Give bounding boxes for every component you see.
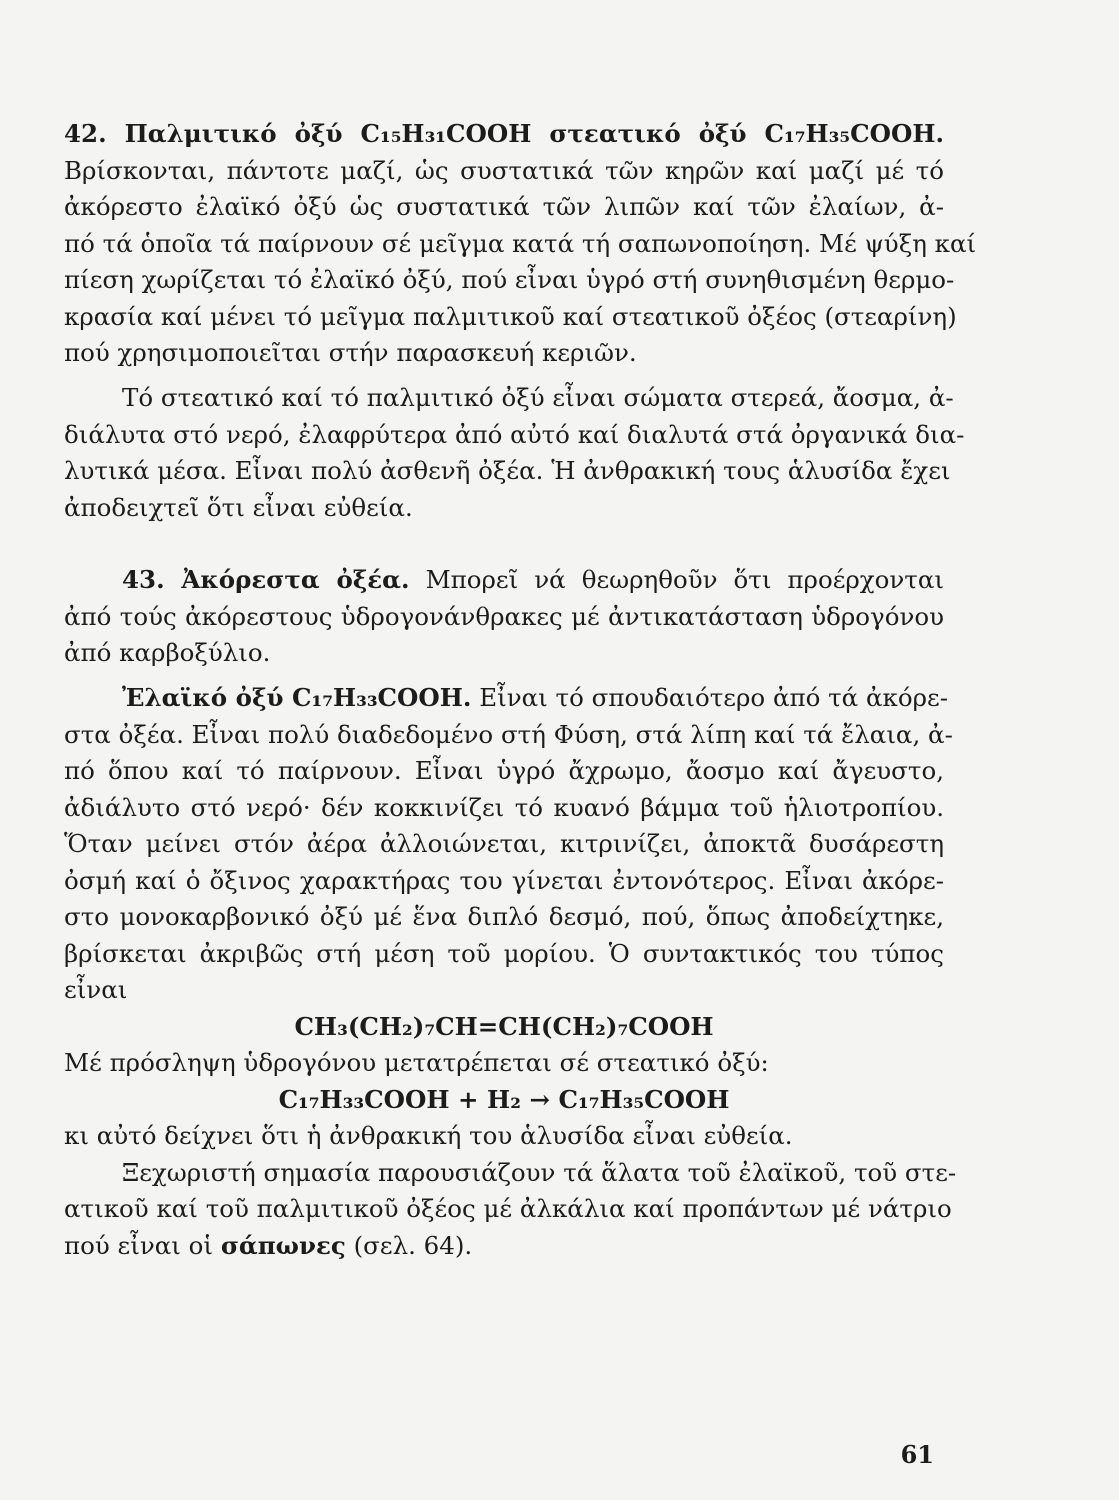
text-line: Μέ πρόσληψη ὑδρογόνου μετατρέπεται σέ στεατικό ὀξύ: bbox=[64, 1048, 769, 1077]
text-line: στο μονοκαρβονικό ὀξύ μέ ἕνα διπλό δεσμό, πού, ὅπως ἀποδείχτηκε, bbox=[64, 902, 944, 931]
soaps-term: σάπωνες bbox=[220, 1230, 346, 1260]
hydrogenation-equation: C₁₇H₃₃COOH + H₂ → C₁₇H₃₅COOH bbox=[278, 1084, 730, 1114]
text-line: ατικοῦ καί τοῦ παλμιτικοῦ ὀξέος μέ ἀλκάλια καί προπάντων μέ νάτριο bbox=[64, 1194, 952, 1223]
text-fragment: Μπορεῖ νά θεωρηθοῦν ὅτι προέρχονται bbox=[425, 565, 944, 594]
text-line: ἀποδειχτεῖ ὅτι εἶναι εὐθεία. bbox=[64, 492, 413, 522]
text-line: πού χρησιμοποιεῖται στήν παρασκευή κεριῶν. bbox=[64, 338, 637, 367]
salts-last-line bbox=[64, 1228, 944, 1265]
text-line: Βρίσκονται, πάντοτε μαζί, ὡς συστατικά τῶν κηρῶν καί μαζί μέ τό bbox=[64, 155, 944, 185]
oleic-acid-paragraph bbox=[64, 680, 957, 1264]
oleic-first-line bbox=[64, 680, 948, 717]
text-line: Ξεχωριστή σημασία παρουσιάζουν τά ἅλατα τοῦ ἐλαϊκοῦ, τοῦ στε- bbox=[122, 1157, 957, 1187]
text-line: βρίσκεται ἀκριβῶς στή μέση τοῦ μορίου. Ὁ συντακτικός του τύπος bbox=[64, 938, 944, 968]
text-line: εἶναι bbox=[64, 975, 128, 1004]
text-line: διάλυτα στό νερό, ἐλαφρύτερα ἀπό αὐτό καί διαλυτά στά ὀργανικά δια- bbox=[64, 419, 965, 449]
page-number: 61 bbox=[900, 1440, 934, 1469]
section-42-heading: 42. Παλμιτικό ὀξύ C₁₅H₃₁COOH στεατικό ὀξύ C₁₇H₃₅COOH. bbox=[64, 119, 944, 148]
oleic-acid-title: Ἐλαϊκό ὀξύ C₁₇H₃₃COOH. bbox=[122, 683, 472, 712]
text-fragment: πού εἶναι οἱ bbox=[64, 1230, 221, 1260]
text-line: πό ὅπου καί τό παίρνουν. Εἶναι ὑγρό ἄχρωμο, ἄοσμο καί ἄγευστο, bbox=[64, 756, 944, 785]
text-line: Ὅταν μείνει στόν ἀέρα ἀλλοιώνεται, κιτρινίζει, ἀποκτᾶ δυσάρεστη bbox=[64, 829, 944, 858]
text-fragment: Εἶναι τό σπουδαιότερο ἀπό τά ἀκόρε- bbox=[479, 683, 948, 712]
section-42 bbox=[64, 116, 977, 372]
oleic-acid-formula: CH₃(CH₂)₇CH=CH(CH₂)₇COOH bbox=[294, 1011, 714, 1041]
text-line: ἀδιάλυτο στό νερό· δέν κοκκινίζει τό κυανό βάμμα τοῦ ἡλιοτροπίου. bbox=[64, 792, 944, 822]
text-line: στα ὀξέα. Εἶναι πολύ διαδεδομένο στή Φύση, στά λίπη καί τά ἔλαια, ἀ- bbox=[64, 719, 953, 749]
text-line: Τό στεατικό καί τό παλμιτικό ὀξύ εἶναι σώματα στερεά, ἄοσμα, ἀ- bbox=[122, 383, 954, 412]
text-line: ἀπό καρβοξύλιο. bbox=[64, 638, 271, 667]
text-line: κι αὐτό δείχνει ὅτι ἡ ἀνθρακική του ἁλυσίδα εἶναι εὐθεία. bbox=[64, 1121, 793, 1150]
text-line: κρασία καί μένει τό μεῖγμα παλμιτικοῦ καί στεατικοῦ ὀξέος (στεαρίνη) bbox=[64, 301, 957, 331]
text-line: ἀκόρεστο ἐλαϊκό ὀξύ ὡς συστατικά τῶν λιπῶν καί τῶν ἐλαίων, ἀ- bbox=[64, 192, 944, 221]
section-43-first-line bbox=[64, 562, 944, 599]
text-line: πίεση χωρίζεται τό ἐλαϊκό ὀξύ, πού εἶναι ὑγρό στή συνηθισμένη θερμο- bbox=[64, 265, 955, 294]
text-line: λυτικά μέσα. Εἶναι πολύ ἀσθενῆ ὀξέα. Ἡ ἀνθρακική τους ἁλυσίδα ἔχει bbox=[64, 456, 951, 485]
section-43-heading: 43. Ἀκόρεστα ὀξέα. bbox=[122, 565, 410, 594]
text-line: πό τά ὁποῖα τά παίρνουν σέ μεῖγμα κατά τή σαπωνοποίηση. Μέ ψύξη καί bbox=[64, 228, 977, 258]
text-line: ὀσμή καί ὁ ὄξινος χαρακτήρας του γίνεται ἐντονότερος. Εἶναι ἀκόρε- bbox=[64, 865, 944, 895]
text-line: ἀπό τούς ἀκόρεστους ὑδρογονάνθρακες μέ ἀντικατάσταση ὑδρογόνου bbox=[64, 601, 944, 631]
section-42-paragraph-2 bbox=[64, 380, 965, 526]
section-43 bbox=[64, 562, 944, 672]
text-fragment: (σελ. 64). bbox=[345, 1230, 473, 1260]
